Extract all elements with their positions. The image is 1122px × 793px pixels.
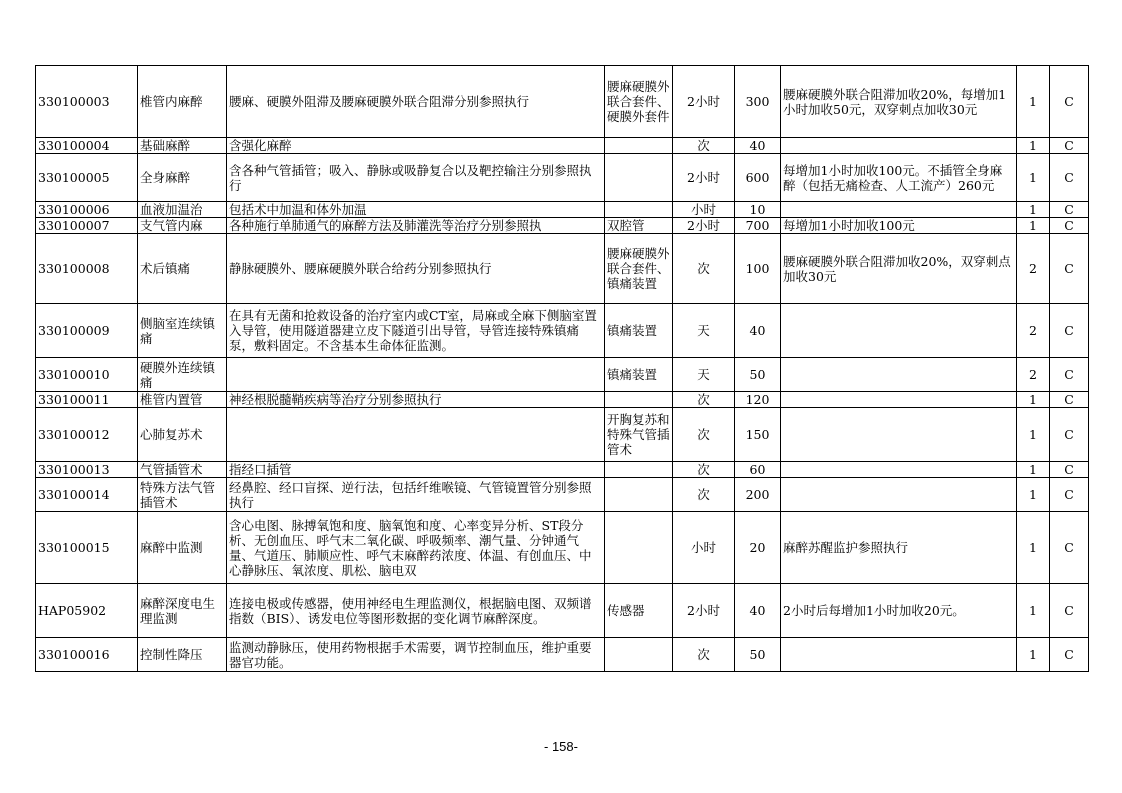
- category-cell: C: [1050, 584, 1089, 638]
- table-row: [36, 138, 1089, 154]
- grade-cell: 2: [1017, 358, 1050, 392]
- category-cell: C: [1050, 138, 1089, 154]
- table-row: [36, 304, 1089, 358]
- table-row: [36, 66, 1089, 138]
- category-cell: C: [1050, 512, 1089, 584]
- grade-cell: 1: [1017, 462, 1050, 478]
- item-code-cell: 330100011: [36, 392, 138, 408]
- table-body: [36, 66, 1089, 672]
- grade-cell: 1: [1017, 512, 1050, 584]
- category-cell: C: [1050, 408, 1089, 462]
- item-content-cell: 神经根脱髓鞘疾病等治疗分别参照执行: [227, 392, 605, 408]
- grade-cell: 1: [1017, 154, 1050, 202]
- pricing-unit-cell: 小时: [673, 202, 735, 218]
- item-content-cell: 含各种气管插管；吸入、静脉或吸静复合以及靶控输注分别参照执行: [227, 154, 605, 202]
- note-cell: [781, 638, 1017, 672]
- note-cell: [781, 138, 1017, 154]
- item-code-cell: 330100004: [36, 138, 138, 154]
- grade-cell: 1: [1017, 584, 1050, 638]
- grade-cell: 1: [1017, 478, 1050, 512]
- table-row: [36, 478, 1089, 512]
- pricing-unit-cell: 天: [673, 304, 735, 358]
- pricing-unit-cell: 次: [673, 234, 735, 304]
- category-cell: C: [1050, 304, 1089, 358]
- pricing-unit-cell: 次: [673, 138, 735, 154]
- note-cell: 麻醉苏醒监护参照执行: [781, 512, 1017, 584]
- item-content-cell: 含心电图、脉搏氧饱和度、脑氧饱和度、心率变异分析、ST段分析、无创血压、呼气末二氧化碳、呼吸频率、潮气量、分钟通气量、气道压、肺顺应性、呼气末麻醉药浓度、体温、有创血压、中心静脉压、氧浓度、肌松、脑电双: [227, 512, 605, 584]
- excluded-materials-cell: [605, 478, 673, 512]
- excluded-materials-cell: [605, 392, 673, 408]
- item-name-cell: 椎管内麻醉: [138, 66, 227, 138]
- note-cell: 每增加1小时加收100元。不插管全身麻醉（包括无痛检查、人工流产）260元: [781, 154, 1017, 202]
- item-name-cell: 麻醉深度电生理监测: [138, 584, 227, 638]
- item-content-cell: 在具有无菌和抢救设备的治疗室内或CT室，局麻或全麻下侧脑室置入导管，使用隧道器建立皮下隧道引出导管，导管连接特殊镇痛泵，敷料固定。不含基本生命体征监测。: [227, 304, 605, 358]
- item-code-cell: HAP05902: [36, 584, 138, 638]
- excluded-materials-cell: 镇痛装置: [605, 358, 673, 392]
- category-cell: C: [1050, 218, 1089, 234]
- table-row: [36, 218, 1089, 234]
- table-row: [36, 202, 1089, 218]
- table-row: [36, 154, 1089, 202]
- item-content-cell: 经鼻腔、经口盲探、逆行法，包括纤维喉镜、气管镜置管分别参照执行: [227, 478, 605, 512]
- item-content-cell: 静脉硬膜外、腰麻硬膜外联合给药分别参照执行: [227, 234, 605, 304]
- item-code-cell: 330100007: [36, 218, 138, 234]
- item-code-cell: 330100014: [36, 478, 138, 512]
- price-cell: 700: [735, 218, 781, 234]
- item-content-cell: 腰麻、硬膜外阻滞及腰麻硬膜外联合阻滞分别参照执行: [227, 66, 605, 138]
- category-cell: C: [1050, 478, 1089, 512]
- table-row: [36, 584, 1089, 638]
- item-content-cell: 包括术中加温和体外加温: [227, 202, 605, 218]
- item-name-cell: 硬膜外连续镇痛: [138, 358, 227, 392]
- note-cell: [781, 408, 1017, 462]
- table-row: [36, 512, 1089, 584]
- table-row: [36, 234, 1089, 304]
- price-cell: 40: [735, 138, 781, 154]
- price-cell: 20: [735, 512, 781, 584]
- item-name-cell: 椎管内置管: [138, 392, 227, 408]
- price-cell: 600: [735, 154, 781, 202]
- table-row: [36, 408, 1089, 462]
- category-cell: C: [1050, 234, 1089, 304]
- excluded-materials-cell: 传感器: [605, 584, 673, 638]
- category-cell: C: [1050, 462, 1089, 478]
- excluded-materials-cell: [605, 138, 673, 154]
- pricing-unit-cell: 次: [673, 638, 735, 672]
- grade-cell: 1: [1017, 66, 1050, 138]
- item-code-cell: 330100009: [36, 304, 138, 358]
- excluded-materials-cell: [605, 154, 673, 202]
- table-row: [36, 462, 1089, 478]
- price-cell: 50: [735, 358, 781, 392]
- pricing-unit-cell: 小时: [673, 512, 735, 584]
- page-number: - 158-: [544, 739, 578, 754]
- price-cell: 40: [735, 584, 781, 638]
- note-cell: [781, 462, 1017, 478]
- item-code-cell: 330100006: [36, 202, 138, 218]
- pricing-unit-cell: 2小时: [673, 584, 735, 638]
- item-code-cell: 330100016: [36, 638, 138, 672]
- grade-cell: 2: [1017, 304, 1050, 358]
- excluded-materials-cell: [605, 638, 673, 672]
- note-cell: [781, 478, 1017, 512]
- price-cell: 40: [735, 304, 781, 358]
- item-content-cell: 指经口插管: [227, 462, 605, 478]
- price-cell: 60: [735, 462, 781, 478]
- grade-cell: 2: [1017, 234, 1050, 304]
- category-cell: C: [1050, 358, 1089, 392]
- item-code-cell: 330100012: [36, 408, 138, 462]
- item-content-cell: 各种施行单肺通气的麻醉方法及肺灌洗等治疗分别参照执: [227, 218, 605, 234]
- item-name-cell: 麻醉中监测: [138, 512, 227, 584]
- price-cell: 50: [735, 638, 781, 672]
- note-cell: [781, 304, 1017, 358]
- excluded-materials-cell: 腰麻硬膜外联合套件、硬膜外套件: [605, 66, 673, 138]
- table-row: [36, 358, 1089, 392]
- pricing-unit-cell: 天: [673, 358, 735, 392]
- item-name-cell: 支气管内麻: [138, 218, 227, 234]
- category-cell: C: [1050, 638, 1089, 672]
- pricing-unit-cell: 2小时: [673, 66, 735, 138]
- table-row: [36, 638, 1089, 672]
- excluded-materials-cell: 双腔管: [605, 218, 673, 234]
- price-cell: 150: [735, 408, 781, 462]
- item-name-cell: 全身麻醉: [138, 154, 227, 202]
- grade-cell: 1: [1017, 202, 1050, 218]
- price-table: [35, 65, 1089, 672]
- note-cell: [781, 358, 1017, 392]
- pricing-unit-cell: 次: [673, 392, 735, 408]
- category-cell: C: [1050, 66, 1089, 138]
- item-content-cell: 连接电极或传感器，使用神经电生理监测仪，根据脑电图、双频谱指数（BIS）、诱发电位等图形数据的变化调节麻醉深度。: [227, 584, 605, 638]
- item-code-cell: 330100005: [36, 154, 138, 202]
- excluded-materials-cell: [605, 202, 673, 218]
- category-cell: C: [1050, 154, 1089, 202]
- item-name-cell: 气管插管术: [138, 462, 227, 478]
- item-name-cell: 特殊方法气管插管术: [138, 478, 227, 512]
- item-content-cell: 监测动静脉压，使用药物根据手术需要，调节控制血压，维护重要器官功能。: [227, 638, 605, 672]
- grade-cell: 1: [1017, 408, 1050, 462]
- item-code-cell: 330100015: [36, 512, 138, 584]
- excluded-materials-cell: 腰麻硬膜外联合套件、镇痛装置: [605, 234, 673, 304]
- item-name-cell: 侧脑室连续镇痛: [138, 304, 227, 358]
- pricing-unit-cell: 次: [673, 478, 735, 512]
- grade-cell: 1: [1017, 392, 1050, 408]
- excluded-materials-cell: 开胸复苏和特殊气管插管术: [605, 408, 673, 462]
- grade-cell: 1: [1017, 638, 1050, 672]
- excluded-materials-cell: [605, 512, 673, 584]
- item-content-cell: [227, 358, 605, 392]
- category-cell: C: [1050, 392, 1089, 408]
- item-name-cell: 控制性降压: [138, 638, 227, 672]
- price-cell: 200: [735, 478, 781, 512]
- note-cell: [781, 392, 1017, 408]
- item-code-cell: 330100010: [36, 358, 138, 392]
- note-cell: [781, 202, 1017, 218]
- excluded-materials-cell: [605, 462, 673, 478]
- category-cell: C: [1050, 202, 1089, 218]
- pricing-unit-cell: 2小时: [673, 218, 735, 234]
- note-cell: 每增加1小时加收100元: [781, 218, 1017, 234]
- pricing-unit-cell: 2小时: [673, 154, 735, 202]
- price-cell: 100: [735, 234, 781, 304]
- excluded-materials-cell: 镇痛装置: [605, 304, 673, 358]
- item-name-cell: 血液加温治: [138, 202, 227, 218]
- pricing-unit-cell: 次: [673, 408, 735, 462]
- price-cell: 10: [735, 202, 781, 218]
- note-cell: 2小时后每增加1小时加收20元。: [781, 584, 1017, 638]
- item-content-cell: [227, 408, 605, 462]
- price-cell: 300: [735, 66, 781, 138]
- note-cell: 腰麻硬膜外联合阻滞加收20%，每增加1小时加收50元，双穿刺点加收30元: [781, 66, 1017, 138]
- grade-cell: 1: [1017, 218, 1050, 234]
- table-row: [36, 392, 1089, 408]
- item-code-cell: 330100013: [36, 462, 138, 478]
- item-content-cell: 含强化麻醉: [227, 138, 605, 154]
- item-code-cell: 330100008: [36, 234, 138, 304]
- grade-cell: 1: [1017, 138, 1050, 154]
- item-name-cell: 心肺复苏术: [138, 408, 227, 462]
- pricing-unit-cell: 次: [673, 462, 735, 478]
- price-cell: 120: [735, 392, 781, 408]
- item-name-cell: 基础麻醉: [138, 138, 227, 154]
- item-name-cell: 术后镇痛: [138, 234, 227, 304]
- note-cell: 腰麻硬膜外联合阻滞加收20%，双穿刺点加收30元: [781, 234, 1017, 304]
- item-code-cell: 330100003: [36, 66, 138, 138]
